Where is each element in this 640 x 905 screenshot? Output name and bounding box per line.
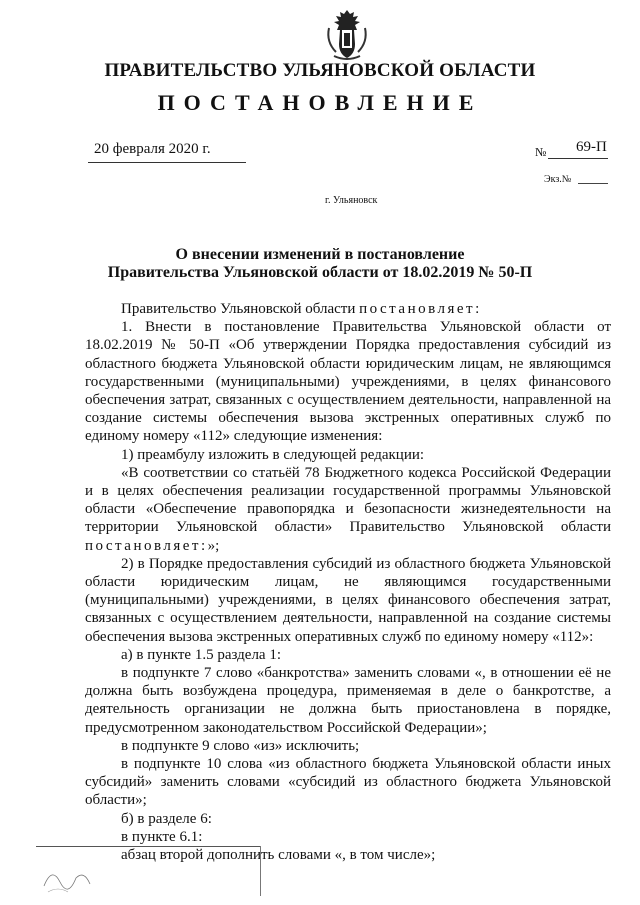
coat-of-arms-emblem (324, 8, 370, 62)
paragraph-3-resolves: постановляет: (85, 537, 208, 554)
title-line-2: Правительства Ульяновской области от 18.02.2019 № 50-П (107, 264, 533, 281)
number-underline (548, 158, 608, 159)
footer-vertical-line (260, 846, 261, 896)
paragraph-7: в подпункте 9 слово «из» исключить; (121, 737, 360, 754)
paragraph-4: 2) в Порядке предоставления субсидий из областного бюджета Ульяновской области юридическим лицам, не являющимся государственными (муниципальными) учреждениями, в целях финансового обеспечения затрат, связанных с осуществлением деятельности, направленной на создание системы обеспечения вызова экстренных оперативных служб по единому номеру «112»: (85, 555, 611, 645)
paragraph-5: а) в пункте 1.5 раздела 1: (121, 646, 282, 663)
paragraph-8: в подпункте 10 слова «из областного бюджета Ульяновской области иных субсидий» заменить словами «субсидий из областного бюджета Ульяновской области»; (85, 756, 611, 809)
paragraph-3 (85, 464, 611, 555)
document-type-heading: ПОСТАНОВЛЕНИЕ (157, 90, 483, 115)
document-number: 69-П (576, 139, 607, 155)
date-underline (88, 162, 246, 163)
document-date: 20 февраля 2020 г. (94, 141, 211, 157)
paragraph-2: 1) преамбулу изложить в следующей редакции: (121, 446, 425, 463)
handwritten-mark (40, 856, 100, 896)
number-sign: № (535, 145, 547, 159)
title-line-1: О внесении изменений в постановление (175, 246, 465, 263)
paragraph-1: 1. Внести в постановление Правительства Ульяновской области от 18.02.2019 № 50-П «Об утверждении Порядка предоставления субсидий из областного бюджета Ульяновской области юридическим лицам, не являющимся государственными (муниципальными) учреждениями, в целях финансового обеспечения затрат, связанных с осуществлением деятельности, направленной на создание системы обеспечения вызова экстренных оперативных служб по единому номеру «112» следующие изменения: (85, 319, 611, 445)
paragraph-11: абзац второй дополнить словами «, в том числе»; (121, 847, 436, 864)
city-label: г. Ульяновск (325, 195, 378, 206)
paragraph-9: б) в разделе 6: (121, 810, 212, 827)
document-title (0, 246, 640, 282)
paragraph-6: в подпункте 7 слово «банкротства» заменить словами «, в отношении её не должна быть возбуждена процедура, применяемая в деле о банкротстве, а деятельность организации не должна быть приостановлена в порядке, предусмотренном законодательством Российской Федерации»; (85, 665, 611, 736)
paragraph-10: в пункте 6.1: (121, 828, 203, 845)
copy-number-label: Экз.№ (544, 174, 572, 185)
preamble-text: Правительство Ульяновской области (121, 301, 356, 317)
paragraph-preamble (85, 300, 611, 318)
copy-number-underline (578, 183, 608, 184)
paragraph-3-end: »; (207, 537, 220, 554)
footer-line (36, 846, 260, 847)
document-body (85, 300, 611, 864)
paragraph-3-text: «В соответствии со статьёй 78 Бюджетного кодекса Российской Федерации и в целях обеспечения реализации государственной программы Ульяновской области «Обеспечение правопорядка и безопасности жизнедеятельности на территории Ульяновской области» Правительство Ульяновской области (85, 464, 611, 536)
government-heading: ПРАВИТЕЛЬСТВО УЛЬЯНОВСКОЙ ОБЛАСТИ (104, 60, 536, 81)
preamble-resolves: постановляет: (359, 301, 482, 317)
